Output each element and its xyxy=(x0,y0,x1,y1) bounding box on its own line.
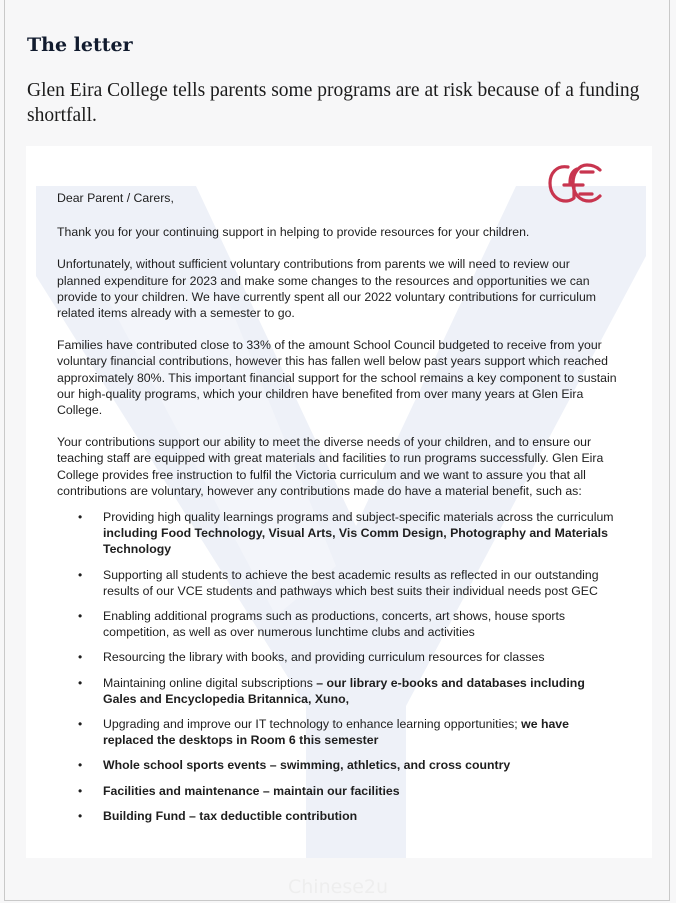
list-item-bold-text: Building Fund – tax deductible contribution xyxy=(103,808,358,823)
list-item xyxy=(57,757,617,773)
list-item xyxy=(57,675,617,707)
bullet-icon: • xyxy=(78,650,83,665)
benefits-list xyxy=(57,509,617,824)
bullet-icon: • xyxy=(78,675,83,690)
bullet-icon: • xyxy=(78,783,83,798)
list-item-text: Upgrading and improve our IT technology to enhance learning opportunities; xyxy=(103,717,522,732)
list-item xyxy=(57,808,617,824)
list-item xyxy=(57,608,617,640)
letter-paragraph: Unfortunately, without sufficient voluntary contributions from parents we will need to review our planned expenditure for 2023 and make some changes to the resources and opportunities we can provide to your children. We have currently spent all our 2022 voluntary contributions for curriculum related items already with a semester to go. xyxy=(57,257,597,321)
list-item-bold-text: we have replaced the desktops in Room 6 this semester xyxy=(103,717,569,748)
bullet-icon: • xyxy=(78,510,83,525)
bullet-icon: • xyxy=(78,609,83,624)
letter-paragraph: Your contributions support our ability to meet the diverse needs of your children, and to ensure our teaching staff are equipped with great materials and facilities to run programs successfully. Glen Eira College provides free instruction to fulfil the Victoria curriculum and we want to assure you that all contributions are voluntary, however any contributions made do have a material benefit, such as: xyxy=(57,435,604,498)
section-heading: The letter xyxy=(27,34,133,56)
list-item-text: Providing high quality learnings programs and subject-specific materials across the curriculum xyxy=(103,510,614,525)
list-item xyxy=(57,649,617,665)
article-frame xyxy=(4,0,670,901)
letter-image xyxy=(26,146,652,858)
salutation: Dear Parent / Carers, xyxy=(57,191,174,205)
list-item-bold-text: Facilities and maintenance – maintain our facilities xyxy=(103,783,400,798)
list-item xyxy=(57,716,617,748)
bullet-icon: • xyxy=(78,717,83,732)
bullet-icon: • xyxy=(78,808,83,823)
letter-paragraph: Thank you for your continuing support in helping to provide resources for your children. xyxy=(57,225,530,240)
letter-caption: Glen Eira College tells parents some programs are at risk because of a funding shortfall. xyxy=(27,80,640,126)
letter-text xyxy=(57,190,617,833)
list-item-text: Supporting all students to achieve the best academic results as reflected in our outstanding results of our VCE students and pathways which best suits their individual needs post GEC xyxy=(103,567,599,598)
bullet-icon: • xyxy=(78,758,83,773)
bullet-icon: • xyxy=(78,567,83,582)
site-watermark: Chinese2u xyxy=(288,876,389,898)
list-item-text: Resourcing the library with books, and providing curriculum resources for classes xyxy=(103,650,545,665)
list-item-text: Maintaining online digital subscriptions xyxy=(103,675,317,690)
letter-paragraph: Families have contributed close to 33% of the amount School Council budgeted to receive from your voluntary financial contributions, however this has fallen well below past years support which reached approximately 80%. This important financial support for the school remains a key component to sustain our high-quality programs, which your children have benefited from over many years at Glen Eira College. xyxy=(57,338,617,418)
list-item xyxy=(57,509,617,558)
list-item-bold-text: Whole school sports events – swimming, athletics, and cross country xyxy=(103,758,511,773)
list-item-bold-text: – our library e-books and databases including Gales and Encyclopedia Britannica, Xuno, xyxy=(103,675,585,706)
list-item xyxy=(57,567,617,599)
list-item xyxy=(57,783,617,799)
list-item-text: Enabling additional programs such as productions, concerts, art shows, house sports competition, as well as over numerous lunchtime clubs and activities xyxy=(103,609,566,640)
list-item-bold-text: including Food Technology, Visual Arts, Vis Comm Design, Photography and Materials Technology xyxy=(103,526,608,557)
